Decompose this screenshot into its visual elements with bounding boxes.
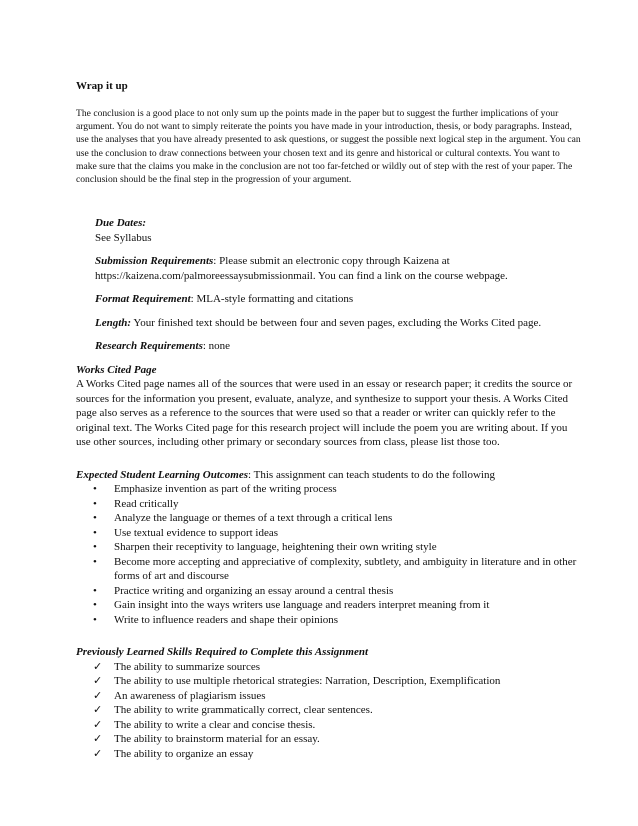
outcome-item xyxy=(76,598,582,613)
outcome-item xyxy=(76,511,582,526)
outcome-item-text: Practice writing and organizing an essay around a central thesis xyxy=(114,584,394,597)
research-text: : none xyxy=(202,340,231,353)
skill-item xyxy=(76,660,582,675)
skill-item-text: The ability to write a clear and concise thesis. xyxy=(114,718,316,731)
bullet-icon: • xyxy=(93,613,97,626)
skill-item-text: The ability to summarize sources xyxy=(114,660,261,673)
works-cited-text: A Works Cited page names all of the sources that were used in an essay or research paper; it credits the source or sources for the information you present, evaluate, analyze, and synthesize to support your thesis. A Works Cited page also serves as a reference to the sources that were used so that a reader or writer can quickly refer to the original text. The Works Cited page for this research project will include the poem you are writing about. If you use other sources, including other primary or secondary sources from class, please list those too. xyxy=(76,378,573,449)
skill-item xyxy=(76,732,582,747)
submission-requirements xyxy=(95,254,582,283)
due-dates-value: See Syllabus xyxy=(95,231,152,244)
checkmark-icon: ✓ xyxy=(93,733,103,746)
skills-list xyxy=(76,660,582,762)
outcomes-heading: Expected Student Learning Outcomes xyxy=(76,468,249,481)
outcomes-intro-line xyxy=(76,468,582,483)
skill-item xyxy=(76,674,582,689)
outcome-item-text: Become more accepting and appreciative of complexity, subtlety, and ambiguity in literature and in other forms of art and discourse xyxy=(114,555,577,583)
outcome-item xyxy=(76,555,582,584)
skill-item xyxy=(76,718,582,733)
conclusion-paragraph: The conclusion is a good place to not only sum up the points made in the paper but to suggest the further implications of your argument. You do not want to simply reiterate the points you have made in your introduction, thesis, or body paragraphs. Instead, use the analyses that you have already presented to ask questions, or suggest the possible next logical step in the argument. You can use the conclusion to draw connections between your chosen text and its genre and historical or cultural contexts. You want to make sure that the claims you make in the conclusion are not too far-fetched or wildly out of step with the rest of your paper. The conclusion should be the final step in the progression of your argument. xyxy=(76,108,581,186)
outcomes-intro: : This assignment can teach students to do the following xyxy=(248,468,495,481)
skill-item-text: The ability to brainstorm material for an essay. xyxy=(114,733,320,746)
checkmark-icon: ✓ xyxy=(93,689,103,702)
outcome-item xyxy=(76,540,582,555)
submission-label: Submission Requirements xyxy=(95,255,214,268)
outcomes-list xyxy=(76,482,582,627)
skills-heading: Previously Learned Skills Required to Complete this Assignment xyxy=(76,646,369,659)
outcomes-section xyxy=(76,468,582,628)
checkmark-icon: ✓ xyxy=(93,747,103,760)
skill-item xyxy=(76,703,582,718)
outcome-item-text: Use textual evidence to support ideas xyxy=(114,526,279,539)
outcome-item-text: Write to influence readers and shape their opinions xyxy=(114,613,339,626)
checkmark-icon: ✓ xyxy=(93,675,103,688)
skills-section xyxy=(76,645,582,761)
length-label: Length: xyxy=(95,316,132,329)
checkmark-icon: ✓ xyxy=(93,704,103,717)
format-requirement xyxy=(95,292,582,307)
works-cited-heading: Works Cited Page xyxy=(76,363,157,376)
checkmark-icon: ✓ xyxy=(93,718,103,731)
outcome-item xyxy=(76,497,582,512)
skill-item xyxy=(76,689,582,704)
skill-item-text: The ability to use multiple rhetorical strategies: Narration, Description, Exemplification xyxy=(114,675,501,688)
outcome-item xyxy=(76,613,582,628)
skill-item-text: An awareness of plagiarism issues xyxy=(114,689,266,702)
skill-item xyxy=(76,747,582,762)
research-label: Research Requirements xyxy=(95,340,203,353)
checkmark-icon: ✓ xyxy=(93,660,103,673)
due-dates-label: Due Dates: xyxy=(95,217,147,230)
research-requirements xyxy=(95,339,582,354)
format-text: : MLA-style formatting and citations xyxy=(190,293,354,306)
bullet-icon: • xyxy=(93,599,97,612)
bullet-icon: • xyxy=(93,555,97,568)
outcome-item xyxy=(76,526,582,541)
outcome-item-text: Emphasize invention as part of the writing process xyxy=(114,483,337,496)
bullet-icon: • xyxy=(93,584,97,597)
works-cited-section xyxy=(76,363,582,450)
skill-item-text: The ability to write grammatically correct, clear sentences. xyxy=(114,704,373,717)
due-dates xyxy=(95,216,582,245)
outcome-item xyxy=(76,584,582,599)
length-text: Your finished text should be between four and seven pages, excluding the Works Cited page. xyxy=(131,316,542,329)
outcome-item-text: Read critically xyxy=(114,497,179,510)
bullet-icon: • xyxy=(93,497,97,510)
format-label: Format Requirement xyxy=(95,293,191,306)
submission-text: : Please submit an electronic copy through Kaizena at https://kaizena.com/palmoreessaysubmissionmail. You can find a link on the course webpage. xyxy=(95,255,508,282)
skill-item-text: The ability to organize an essay xyxy=(114,747,254,760)
bullet-icon: • xyxy=(93,526,97,539)
requirements-block xyxy=(95,216,582,354)
wrap-it-up-heading: Wrap it up xyxy=(76,80,128,92)
length-requirement xyxy=(95,316,582,331)
outcome-item-text: Analyze the language or themes of a text through a critical lens xyxy=(114,512,393,525)
bullet-icon: • xyxy=(93,483,97,496)
outcome-item-text: Sharpen their receptivity to language, heightening their own writing style xyxy=(114,541,437,554)
outcome-item xyxy=(76,482,582,497)
outcome-item-text: Gain insight into the ways writers use language and readers interpret meaning from it xyxy=(114,599,490,612)
bullet-icon: • xyxy=(93,541,97,554)
bullet-icon: • xyxy=(93,512,97,525)
